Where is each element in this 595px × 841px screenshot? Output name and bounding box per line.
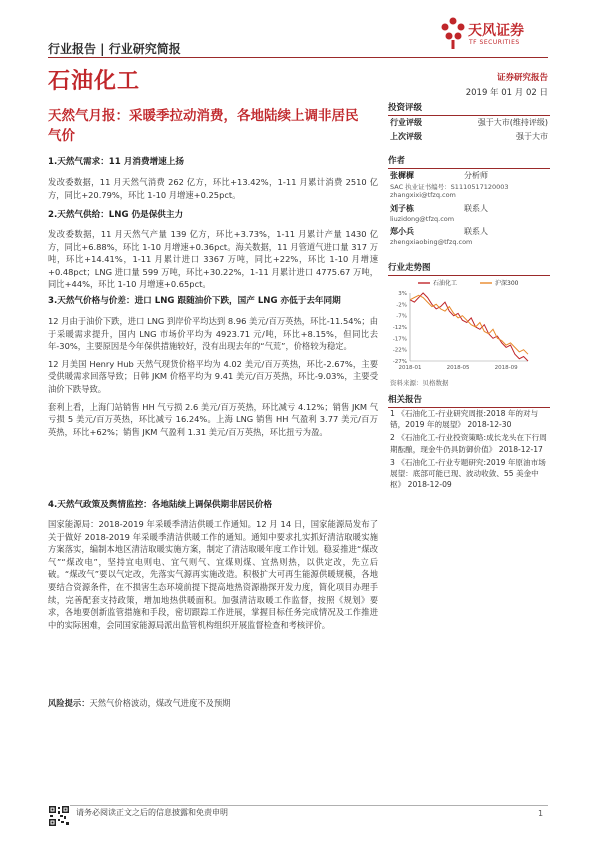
- related-section-title: 相关报告: [388, 393, 550, 408]
- related-report-item[interactable]: [390, 457, 548, 491]
- related-report-item[interactable]: [390, 408, 548, 430]
- report-type: 证券研究报告: [496, 73, 548, 83]
- section-heading: 4.天然气政策及舆情监控：各地陆续上调保供期非居民价格: [48, 500, 273, 510]
- y-tick-label: 3%: [398, 291, 407, 297]
- section-body: [48, 176, 378, 201]
- section-body: [48, 518, 378, 631]
- legend-label: 石油化工: [433, 280, 458, 287]
- y-tick-label: -12%: [392, 325, 407, 331]
- prev-rating-value: 强于大市: [516, 132, 548, 141]
- x-tick-label: 2018-09: [494, 365, 518, 371]
- page-number: 1: [538, 809, 544, 818]
- author-item: [390, 170, 550, 199]
- prev-rating-label: 上次评级: [390, 132, 422, 141]
- sector-name: 石油化工: [48, 69, 141, 94]
- report-date: 2019 年 01 月 02 日: [465, 88, 548, 98]
- report-title: 天然气月报：采暖季拉动消费，各地陆续上调非居民气价: [48, 108, 359, 144]
- report-category: 行业报告 | 行业研究简报: [48, 42, 181, 56]
- risk-label: 风险提示：: [48, 698, 90, 708]
- legend-label: 沪深300: [495, 280, 519, 287]
- author-name: 刘子栋: [390, 204, 414, 213]
- y-tick-label: -7%: [396, 313, 407, 320]
- author-item: [390, 226, 550, 246]
- chart-source: 资料来源：贝格数据: [390, 379, 449, 387]
- author-name: 郑小兵: [390, 227, 414, 236]
- risk-text: 天然气价格波动，煤改气进度不及预期: [89, 698, 231, 708]
- authors-section-title: 作者: [388, 154, 550, 169]
- related-list: [390, 408, 548, 492]
- qr-code-icon: [48, 805, 70, 827]
- y-tick-label: -27%: [392, 359, 407, 365]
- author-email[interactable]: zhangxixi@tfzq.com: [390, 191, 456, 199]
- logo-name-en: TF SECURITIES: [469, 39, 520, 46]
- author-role: 分析师: [464, 171, 488, 180]
- rating-value: 强于大市(维持评级): [477, 118, 548, 127]
- related-report-date: 2018-12-30: [467, 420, 512, 430]
- series-line-petrochem: [410, 293, 528, 361]
- x-tick-label: 2018-01: [398, 365, 422, 371]
- related-report-date: 2018-12-17: [498, 444, 543, 454]
- related-report-date: 2018-12-09: [407, 480, 452, 490]
- paragraph: 12 月由于油价下跌，进口 LNG 到岸价平均达到 8.96 美元/百万英热，环比-11.54%；由于采暖需求提升，国内 LNG 市场价平均为 4923.71 元/吨，环比+8.15%，但同比去年-30%，主要原因是今年保供措施较好，没有出现去年的“气荒”，价格较为稳定。: [48, 316, 378, 352]
- logo-name-cn: 天风证券: [468, 23, 524, 39]
- paragraph: 国家能源局：2018-2019 年采暖季清洁供暖工作通知。12 月 14 日，国家能源局发布了关于做好 2018-2019 年采暖季清洁供暖工作的通知。通知中要求扎实抓好清洁取暖实施方案落实，编制本地区清洁取暖实施方案，制定了清洁取暖年度工作计划。稳妥推进“煤改气”“煤改电”，坚持宜电则电、宜气则气、宜煤则煤、宜热则热，以供定改，先立后破。“煤改气”要以气定改，先落实气源再实施改造。积极扩大可再生能源供暖规模，各地要结合资源条件，在不损害生态环境前提下提高地热资源勘探开发力度，简化项目办理手续，完善配套支持政策，增加地热供暖面积。加强清洁取暖工作监督，按照《规划》要求，各地要创新监管措施和手段，密切跟踪工作进展，掌握目标任务完成情况及工作推进中的实际困难，会同国家能源局派出监管机构组织开展监督检查和考核评价。: [48, 519, 378, 630]
- author-cert: SAC 执业证书编号：S1110517120003: [390, 183, 509, 191]
- section-heading: 3.天然气价格与价差：进口 LNG 跟随油价下跌，国产 LNG 亦低于去年同期: [48, 296, 341, 306]
- trend-chart: [388, 275, 550, 375]
- section-body: [48, 228, 378, 291]
- paragraph: 发改委数据，11 月天然气消费 262 亿方，环比+13.42%，1-11 月累计消费 2510 亿方，同比+20.79%，环比 1-10 月增速+0.25pct。: [48, 177, 378, 200]
- author-item: [390, 203, 550, 223]
- x-tick-label: 2018-05: [446, 365, 470, 371]
- related-report-item[interactable]: [390, 432, 548, 454]
- author-email[interactable]: liuzidong@tfzq.com: [390, 215, 455, 223]
- rating-section-title: 投资评级: [388, 101, 550, 116]
- rating-row: [390, 117, 550, 128]
- paragraph: 发改委数据，11 月天然气产量 139 亿方，环比+3.73%，1-11 月累计产量 1430 亿方，同比+6.88%，环比 1-10 月增速+0.36pct。海关数据，11 月管道气进口量 317 万吨，环比+14.41%，1-11 月累计进口 3367 万吨，同比+22%，环比 1-10 月增速+0.48pct；LNG 进口量 599 万吨，环比+30.22%，1-11 月累计进口 4775.67 万吨，同比+44%，环比 1-10 月增速+0.65pct。: [48, 229, 378, 290]
- y-tick-label: -17%: [392, 336, 407, 343]
- rating-label: 行业评级: [390, 118, 422, 127]
- author-name: 张樨樨: [390, 171, 414, 180]
- logo-mark-icon: [440, 16, 466, 50]
- trend-section-title: 行业走势图: [388, 261, 550, 276]
- author-role: 联系人: [464, 204, 488, 213]
- risk-warning: [48, 697, 378, 710]
- author-email[interactable]: zhengxiaobing@tfzq.com: [390, 238, 473, 246]
- section-body: [48, 315, 378, 438]
- y-tick-label: -22%: [392, 347, 407, 354]
- related-report-title: 1 《石油化工-行业研究周报:2018 年的对与错，2019 年的展望》: [390, 409, 539, 430]
- paragraph: 套利上看，上海门站销售 HH 气亏损 2.6 美元/百万英热，环比减亏 4.12%；销售 JKM 气亏损 5 美元/百万英热，环比减亏 16.24%。上海 LNG 销售 HH 气盈利 3.77 美元/百万英热，环比+62%；销售 JKM 气盈利 1.31 美元/百万英热，环比扭亏为盈。: [48, 401, 379, 437]
- paragraph: 12 月美国 Henry Hub 天然气现货价格平均为 4.02 美元/百万英热，环比-2.67%，主要受供暖需求回落导致；日韩 JKM 价格平均为 9.41 美元/百万英热，环比-9.03%，主要受油价下跌导致。: [48, 358, 378, 394]
- y-tick-label: -2%: [396, 302, 407, 309]
- brand-logo: [440, 16, 550, 54]
- related-report-title: 2 《石油化工-行业投资策略:成长龙头在下行周期酝酿，现金牛仍具防御价值》: [390, 433, 547, 454]
- section-heading: 1.天然气需求：11 月消费增速上扬: [48, 157, 184, 167]
- prev-rating-row: [390, 131, 550, 142]
- header-divider: [48, 57, 548, 58]
- footer-divider: [48, 805, 548, 806]
- related-report-title: 3 《石油化工-行业专题研究:2019 年原油市场展望：底部可能已现、波动收敛、55 美金中枢》: [390, 457, 546, 490]
- section-heading: 2.天然气供给：LNG 仍是保供主力: [48, 210, 184, 220]
- footer-disclaimer: 请务必阅读正文之后的信息披露和免责申明: [76, 808, 228, 817]
- author-role: 联系人: [464, 227, 488, 236]
